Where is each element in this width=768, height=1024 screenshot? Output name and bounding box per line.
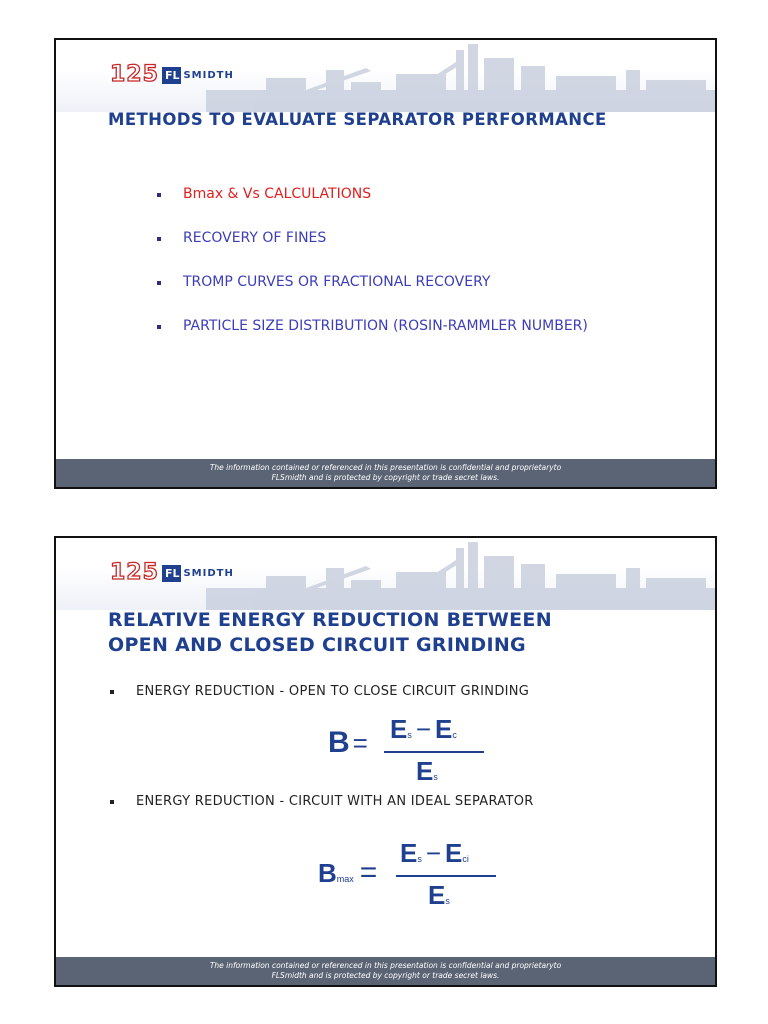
bullet-text: TROMP CURVES OR FRACTIONAL RECOVERY (183, 274, 491, 290)
formula-equals: = (359, 856, 378, 889)
bullet-marker (157, 237, 161, 241)
bullet-marker (110, 690, 114, 694)
footer-line-2: FLSmidth and is protected by copyright or trade secret laws. (271, 473, 500, 482)
formula-numerator-e1: E (390, 714, 408, 744)
slide-title (108, 608, 552, 658)
bullet-marker (157, 325, 161, 329)
formula-lhs: B (328, 726, 350, 759)
plant-skyline-image (206, 40, 716, 112)
bullet-marker (157, 281, 161, 285)
formula-sub-max: max (336, 874, 354, 884)
fraction-bar (384, 751, 484, 753)
formula-minus: − (425, 838, 442, 868)
flsmidth-125-logo (110, 562, 234, 584)
formula-denominator: E (428, 880, 446, 910)
formula-lhs: B (318, 858, 337, 888)
logo-fl: FL (162, 565, 182, 582)
formula-sub-ci: ci (462, 854, 469, 864)
confidentiality-footer (56, 459, 715, 487)
bullet-item (136, 794, 534, 809)
slide-1 (54, 38, 717, 489)
slide-title-line-2: OPEN AND CLOSED CIRCUIT GRINDING (108, 634, 526, 656)
formula-sub-s: s (417, 854, 422, 864)
bullet-item (183, 318, 588, 362)
bullet-marker (110, 800, 114, 804)
logo-smidth: SMIDTH (183, 567, 234, 579)
formula-denominator: E (416, 756, 434, 786)
slide-2 (54, 536, 717, 987)
logo-125: 125 (110, 62, 159, 87)
slide-title: METHODS TO EVALUATE SEPARATOR PERFORMANCE (108, 110, 607, 129)
bullet-list (183, 186, 588, 362)
formula-numerator-e1: E (400, 838, 418, 868)
logo-fl: FL (162, 67, 182, 84)
formula-sub-s: s (445, 896, 450, 906)
footer-line-1: The information contained or referenced in this presentation is confidential and proprietaryto (209, 961, 562, 970)
footer-line-2: FLSmidth and is protected by copyright or trade secret laws. (271, 971, 500, 980)
formula-numerator-e2: E (445, 838, 463, 868)
logo-125: 125 (110, 560, 159, 585)
bullet-text: PARTICLE SIZE DISTRIBUTION (ROSIN-RAMMLER NUMBER) (183, 318, 588, 334)
bullet-text: RECOVERY OF FINES (183, 230, 327, 246)
bullet-text: Bmax & Vs CALCULATIONS (183, 186, 372, 202)
formula-minus: − (415, 714, 432, 744)
slide-title-line-1: RELATIVE ENERGY REDUCTION BETWEEN (108, 609, 552, 631)
bullet-text: ENERGY REDUCTION - OPEN TO CLOSE CIRCUIT GRINDING (136, 684, 530, 699)
footer-line-1: The information contained or referenced in this presentation is confidential and proprietaryto (209, 463, 562, 472)
formula-sub-s: s (407, 730, 412, 740)
bullet-item (183, 274, 588, 318)
formula-sub-c: c (452, 730, 457, 740)
bullet-text: ENERGY REDUCTION - CIRCUIT WITH AN IDEAL SEPARATOR (136, 794, 534, 809)
confidentiality-footer (56, 957, 715, 985)
bullet-item (183, 186, 588, 230)
formula-numerator-e2: E (435, 714, 453, 744)
formula-equals: = (352, 728, 368, 758)
fraction-bar (396, 875, 496, 877)
formula-sub-s: s (433, 772, 438, 782)
logo-smidth: SMIDTH (183, 69, 234, 81)
bullet-marker (157, 193, 161, 197)
bullet-item (183, 230, 588, 274)
flsmidth-125-logo (110, 64, 234, 86)
bullet-item (136, 684, 529, 699)
plant-skyline-image (206, 538, 716, 610)
